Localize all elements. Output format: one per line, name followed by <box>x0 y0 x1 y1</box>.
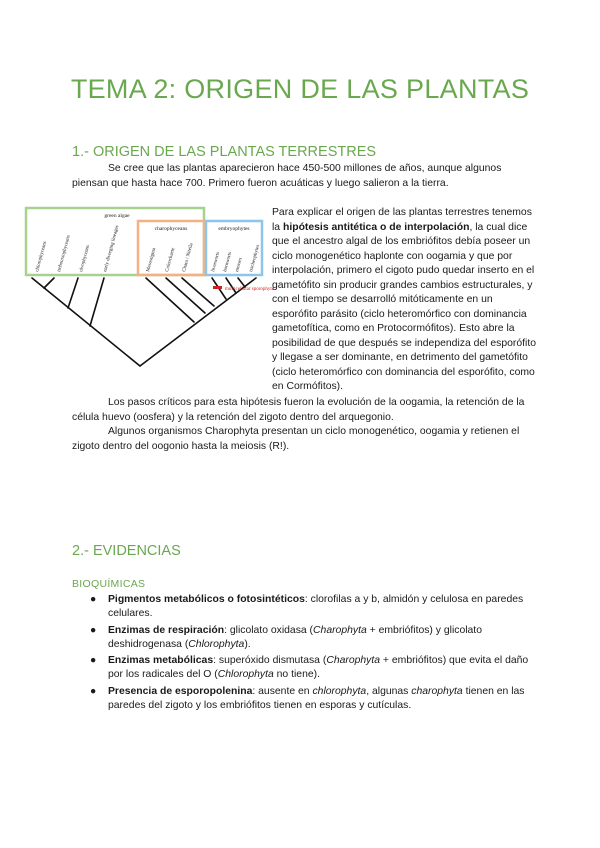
phylogeny-figure <box>22 206 275 382</box>
taxon-0: chlorophyceans <box>35 240 49 273</box>
taxon-8: hornworts <box>223 251 234 273</box>
paragraph-charophyta: Algunos organismos Charophyta presentan un ciclo monogenético, oogamia y retienen el zigoto dentro del oogonio hasta la meiosis (R!). <box>72 426 520 452</box>
bullet-icon: ● <box>90 594 97 605</box>
hypothesis-term: hipótesis antitética o de interpolación <box>282 221 470 233</box>
section-2-heading: 2.- EVIDENCIAS <box>72 543 181 559</box>
taxon-10: tracheophytes <box>249 244 262 273</box>
section-1-heading: 1.- ORIGEN DE LAS PLANTAS TERRESTRES <box>72 144 377 160</box>
bullet-icon: ● <box>90 655 97 667</box>
annotation-label: multicellular sporophyte <box>225 287 275 292</box>
list-item: ● Enzimas de respiración: glicolato oxidasa (Charophyta + embriófitos) y glicolato deshidrogenasa (Chlorophyta). <box>90 624 482 650</box>
intro-paragraph: Se cree que las plantas aparecieron hace 450-500 millones de años, aunque algunos piensan que hasta hace 700. Primero fueron acuáticas y luego salieron a la tierra. <box>72 163 502 189</box>
list-item: ● Pigmentos metabólicos o fotosintéticos: clorofilas a y b, almidón y celulosa en paredes celulares. <box>90 594 524 620</box>
evidence-list <box>88 593 542 715</box>
taxon-5: Coleochaete <box>165 247 177 273</box>
tree-branches <box>32 278 256 366</box>
phylogeny-diagram <box>22 206 275 382</box>
list-item: ● Enzimas metabólicas: superóxido dismutasa (Charophyta + embriófitos) que evita el daño por los radicales del O (Chlorophyta no tiene). <box>90 655 529 681</box>
taxon-1: trebouxiophyceans <box>57 234 72 273</box>
sporophyte-marker <box>213 286 222 289</box>
bullet-icon: ● <box>90 685 97 697</box>
bullet-icon: ● <box>90 624 97 636</box>
taxon-4: Mesostigma <box>146 247 158 273</box>
taxon-9: mosses <box>235 257 244 273</box>
label-embryophytes: embryophytes <box>218 226 250 232</box>
taxon-3: early diverging lineages <box>103 224 121 273</box>
taxon-6: Chara / Nitella <box>182 242 195 273</box>
page-title: TEMA 2: ORIGEN DE LAS PLANTAS <box>70 74 530 104</box>
taxon-2: ulvophyceans <box>79 244 92 273</box>
paragraph-critical-steps: Los pasos críticos para esta hipótesis fueron la evolución de la oogamia, la retención de la célula huevo (oosfera) y la retención del zigoto dentro del arquegonio. <box>72 397 525 423</box>
list-item: ● Presencia de esporopolenina: ausente en chlorophyta, algunas charophyta tienen en las paredes del zigoto y los embriófitos tienen en esporas y cutículas. <box>90 685 525 712</box>
label-charophyceans: charophyceans <box>154 226 188 232</box>
label-green-algae: green algae <box>104 213 130 219</box>
hypothesis-paragraph: Para explicar el origen de las plantas terrestres tenemos la hipótesis antitética o de interpolación, la cual dice que el ancestro algal de los embriófitos debía poseer un ciclo monogenético haplonte con oogamia y que por interpolación, primero el cigoto pudo quedar inserto en el gametófito sin producir grandes cambios estructurales, y con el tiempo se desarrolló mitóticamente en un esporófito parásito (ciclo heteromórfico con dominancia gametofítica, como en Protocormófitos). Esto abre la posibilidad de que después se independiza del esporófito y llegase a ser dominante, en detrimento del gametófito (ciclo heteromórfico con dominancia del esporófito, como en Cormófitos). <box>272 207 537 392</box>
taxon-7: liverworts <box>211 251 222 273</box>
subheading-bioquimicas: BIOQUÍMICAS <box>72 578 146 590</box>
